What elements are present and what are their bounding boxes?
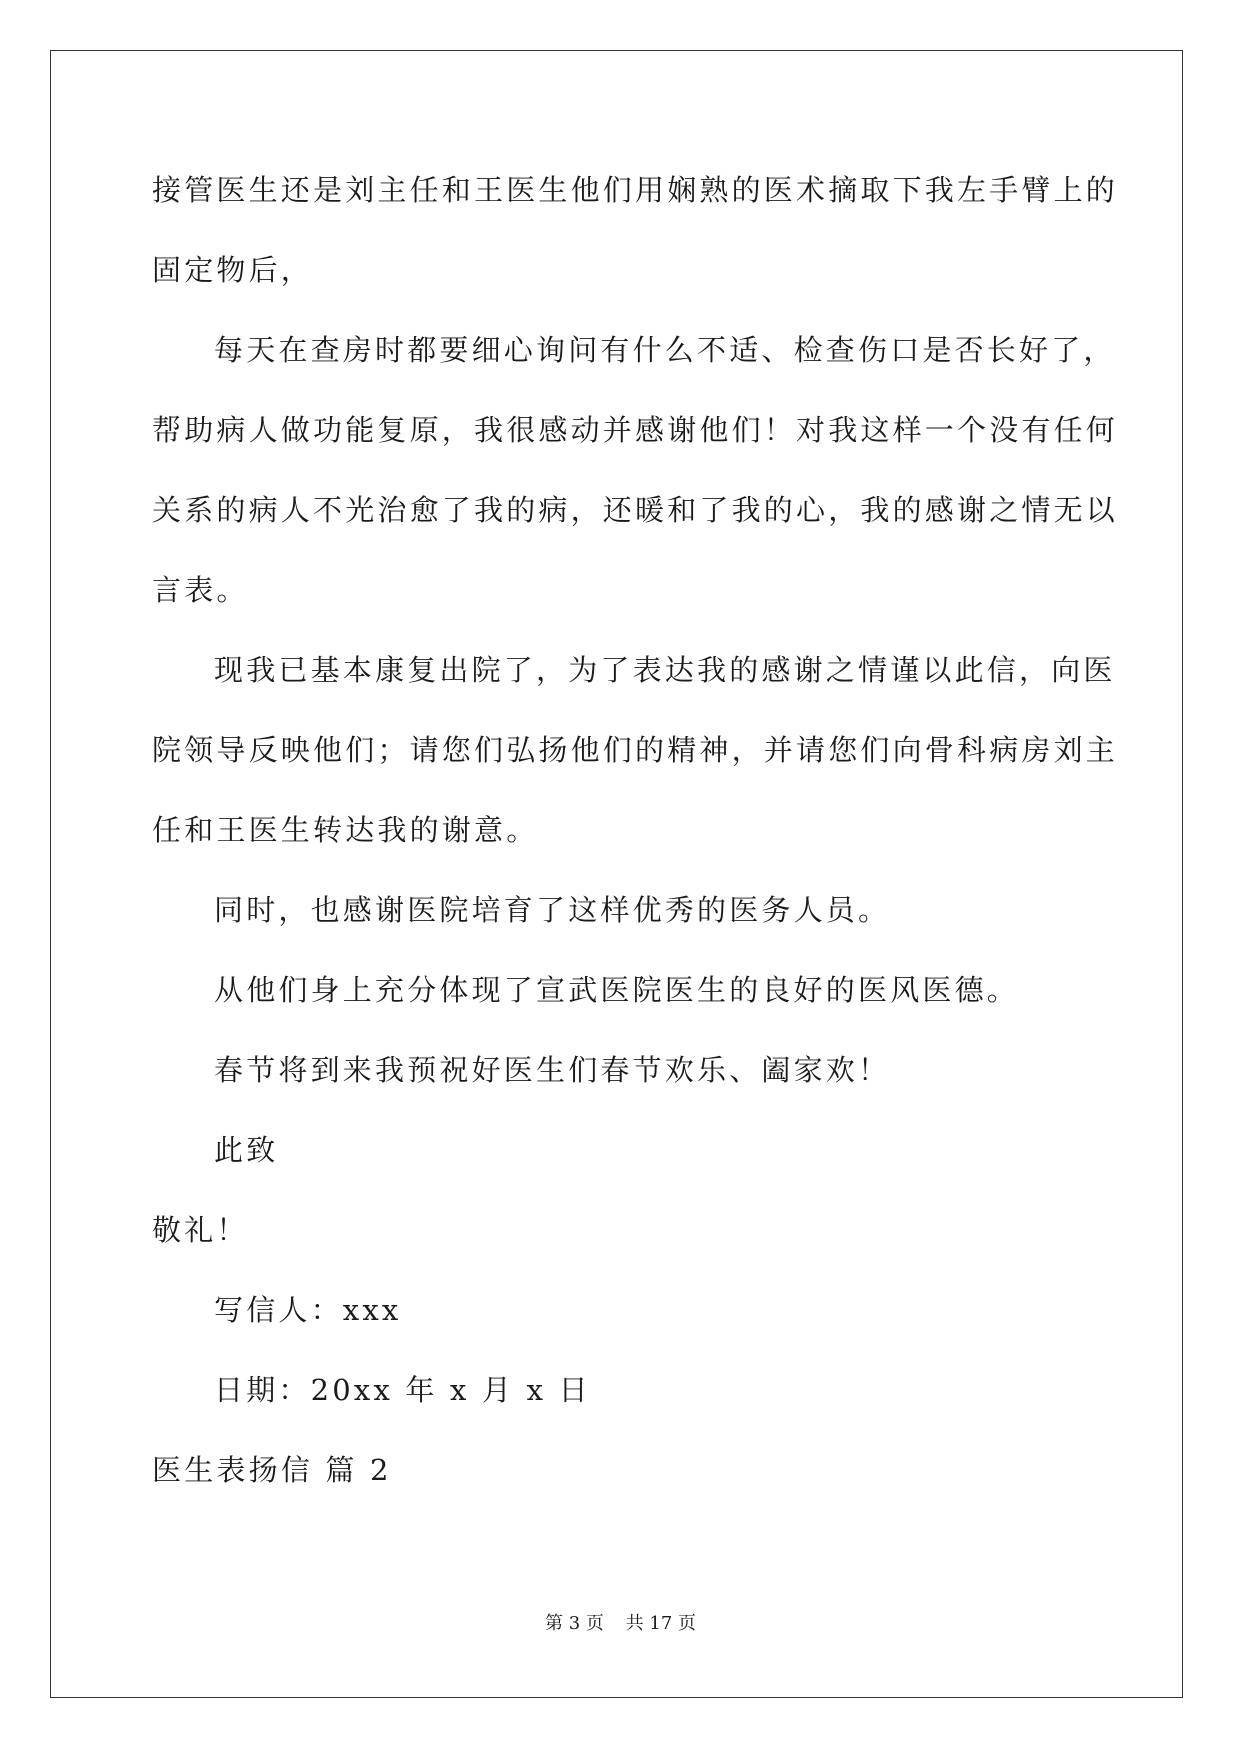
closing-regards: 敬礼！ bbox=[152, 1213, 249, 1247]
body-line: 帮助病人做功能复原，我很感动并感谢他们！对我这样一个没有任何 bbox=[152, 413, 1119, 447]
body-line: 接管医生还是刘主任和王医生他们用娴熟的医术摘取下我左手臂上的 bbox=[152, 173, 1119, 207]
paragraph-line: 从他们身上充分体现了宣武医院医生的良好的医风医德。 bbox=[214, 973, 1020, 1007]
paragraph-line: 春节将到来我预祝好医生们春节欢乐、阖家欢！ bbox=[214, 1053, 891, 1087]
paragraph-line: 现我已基本康复出院了，为了表达我的感谢之情谨以此信，向医 bbox=[214, 653, 1116, 687]
page-total: 共 17 页 bbox=[625, 1613, 696, 1634]
body-line: 固定物后， bbox=[152, 253, 314, 287]
signature-line: 写信人：xxx bbox=[214, 1293, 402, 1327]
body-line: 关系的病人不光治愈了我的病，还暖和了我的心，我的感谢之情无以 bbox=[152, 493, 1119, 527]
date-line: 日期：20xx 年 x 月 x 日 bbox=[214, 1373, 591, 1407]
body-line: 言表。 bbox=[152, 573, 249, 607]
paragraph-line: 每天在查房时都要细心询问有什么不适、检查伤口是否长好了， bbox=[214, 333, 1116, 367]
page-footer bbox=[0, 1612, 1241, 1636]
closing-salutation: 此致 bbox=[214, 1133, 279, 1167]
section-heading: 医生表扬信 篇 2 bbox=[152, 1453, 392, 1487]
body-line: 院领导反映他们；请您们弘扬他们的精神，并请您们向骨科病房刘主 bbox=[152, 733, 1119, 767]
page-number: 第 3 页 bbox=[545, 1613, 604, 1634]
paragraph-line: 同时，也感谢医院培育了这样优秀的医务人员。 bbox=[214, 893, 891, 927]
body-line: 任和王医生转达我的谢意。 bbox=[152, 813, 539, 847]
